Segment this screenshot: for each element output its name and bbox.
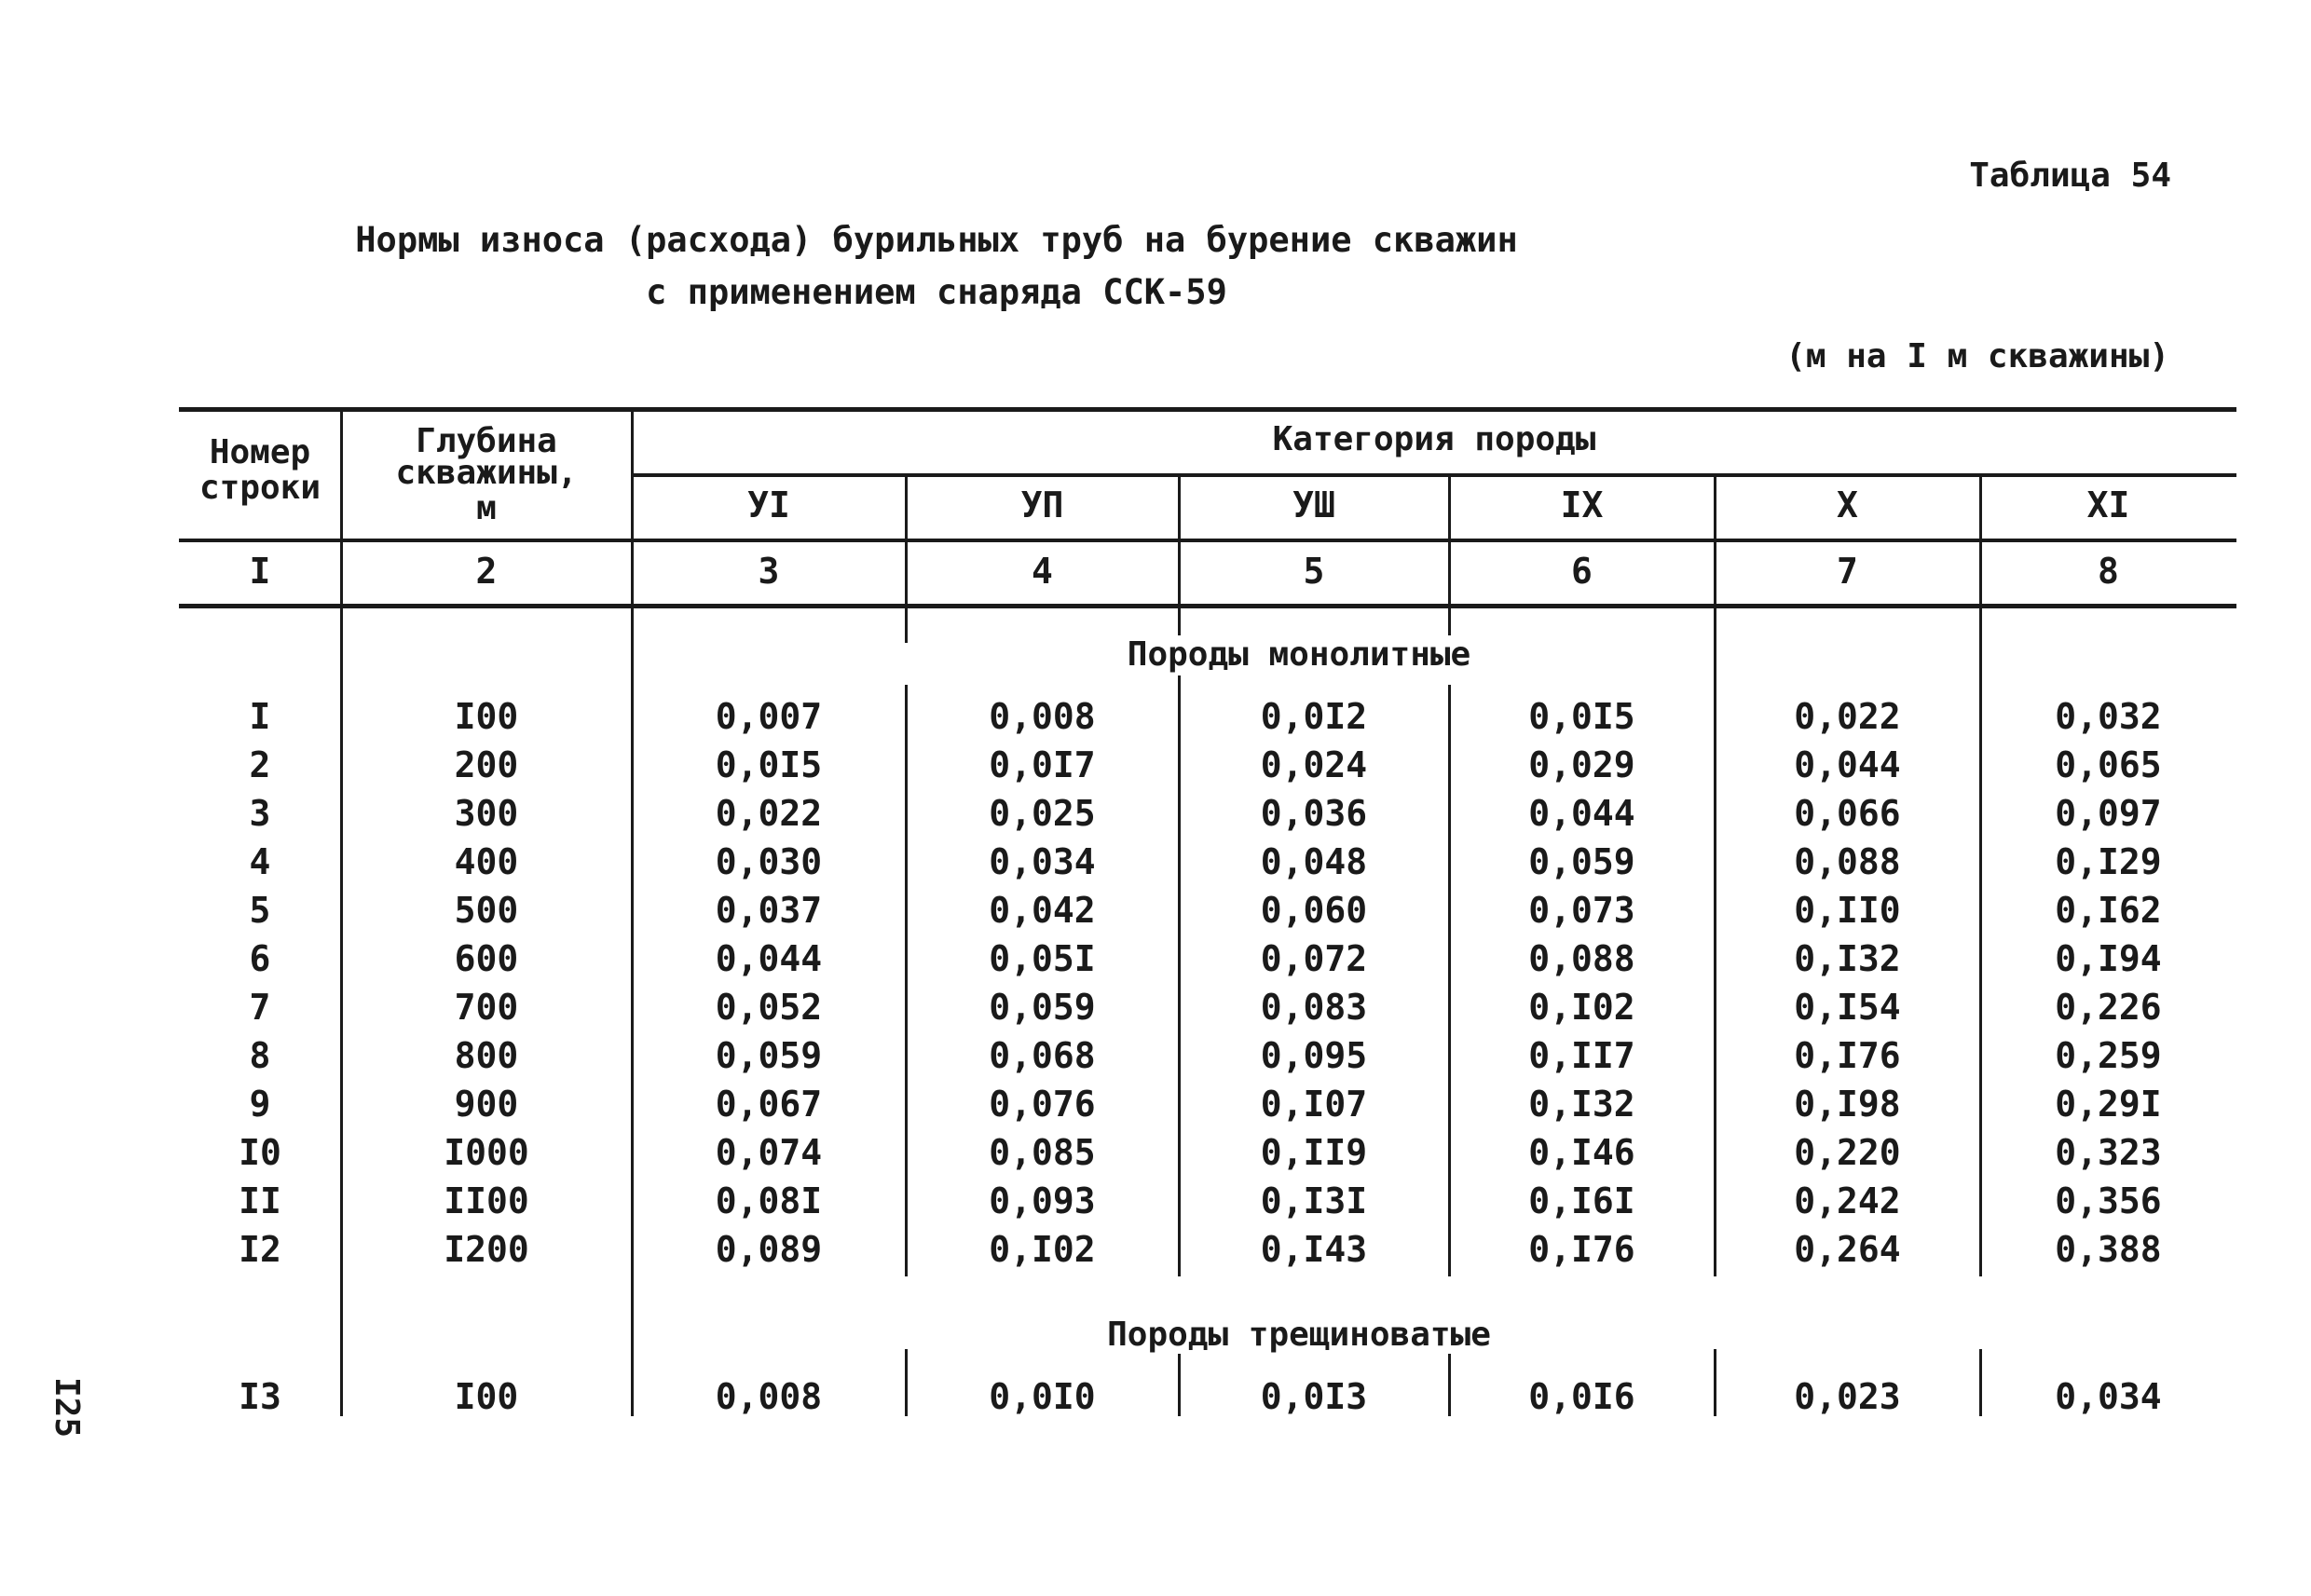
col-rule-6-mid: [1714, 643, 1716, 1276]
category-1: УI: [747, 484, 790, 525]
row-number: I0: [239, 1132, 281, 1173]
norm-value: 0,083: [1260, 987, 1368, 1028]
norm-value: 0,I32: [1794, 938, 1901, 979]
norm-value: 0,059: [1528, 841, 1635, 882]
norm-value: 0,095: [1260, 1035, 1368, 1076]
section-title: Породы монолитные: [978, 635, 1620, 674]
norm-value: 0,264: [1794, 1229, 1901, 1270]
row-number: I2: [239, 1229, 281, 1270]
depth-header-2: скважины,: [395, 454, 578, 492]
norm-value: 0,226: [2055, 987, 2162, 1028]
norm-value: 0,097: [2055, 793, 2162, 834]
norm-value: 0,066: [1794, 793, 1901, 834]
row-number: 6: [249, 938, 271, 979]
norm-value: 0,044: [715, 938, 823, 979]
norm-value: 0,059: [989, 987, 1096, 1028]
col-rule-7-body: [1979, 604, 1982, 643]
header-bottom-rule: [179, 539, 2236, 542]
norm-value: 0,065: [2055, 744, 2162, 785]
col-rule-7-mid: [1979, 643, 1982, 1276]
depth-value: 300: [454, 793, 519, 834]
norm-value: 0,042: [989, 890, 1096, 931]
col-rule-3-bottom: [905, 1349, 908, 1416]
depth-value: I00: [454, 696, 519, 737]
norm-value: 0,037: [715, 890, 823, 931]
depth-value: 600: [454, 938, 519, 979]
column-number-2: 2: [475, 551, 498, 592]
norm-value: 0,088: [1528, 938, 1635, 979]
col-rule-7-bottom: [1979, 1349, 1982, 1416]
norm-value: 0,0I7: [989, 744, 1096, 785]
depth-header-3: м: [476, 489, 497, 527]
norm-value: 0,022: [715, 793, 823, 834]
col-rule-4-bottom: [1178, 1349, 1181, 1416]
norm-value: 0,II7: [1528, 1035, 1635, 1076]
row-number: 9: [249, 1084, 271, 1125]
col-rule-3-mid: [905, 685, 908, 1276]
norm-value: 0,I54: [1794, 987, 1901, 1028]
page-number: I25: [48, 1377, 86, 1439]
table-title-line-2: с применением снаряда ССК-59: [646, 272, 1227, 312]
norm-value: 0,05I: [989, 938, 1096, 979]
norm-value: 0,I29: [2055, 841, 2162, 882]
norm-value: 0,220: [1794, 1132, 1901, 1173]
norm-value: 0,0I6: [1528, 1376, 1635, 1417]
norm-value: 0,008: [715, 1376, 823, 1417]
column-number-6: 6: [1571, 551, 1593, 592]
norm-value: 0,032: [2055, 696, 2162, 737]
norm-value: 0,085: [989, 1132, 1096, 1173]
norm-value: 0,093: [989, 1180, 1096, 1221]
col-rule-2: [631, 407, 634, 1416]
norm-value: 0,I46: [1528, 1132, 1635, 1173]
norm-value: 0,059: [715, 1035, 823, 1076]
norm-value: 0,I02: [989, 1229, 1096, 1270]
depth-value: 700: [454, 987, 519, 1028]
norm-value: 0,060: [1260, 890, 1368, 931]
col-rule-3-header: [905, 473, 908, 604]
col-rule-6-body: [1714, 604, 1716, 643]
norm-value: 0,029: [1528, 744, 1635, 785]
norm-value: 0,036: [1260, 793, 1368, 834]
column-number-3: 3: [758, 551, 780, 592]
col-rule-3-body: [905, 604, 908, 643]
norm-value: 0,0I5: [1528, 696, 1635, 737]
table-title-line-1: Нормы износа (расхода) бурильных труб на бурение скважин: [355, 220, 1518, 260]
row-number: II: [239, 1180, 281, 1221]
norm-value: 0,0I0: [989, 1376, 1096, 1417]
col-rule-6-bottom: [1714, 1349, 1716, 1416]
norm-value: 0,0I3: [1260, 1376, 1368, 1417]
norm-value: 0,067: [715, 1084, 823, 1125]
row-number: 2: [249, 744, 271, 785]
norm-value: 0,259: [2055, 1035, 2162, 1076]
column-number-7: 7: [1837, 551, 1858, 592]
norm-value: 0,088: [1794, 841, 1901, 882]
norm-value: 0,356: [2055, 1180, 2162, 1221]
depth-value: 400: [454, 841, 519, 882]
norm-value: 0,29I: [2055, 1084, 2162, 1125]
norm-value: 0,I76: [1528, 1229, 1635, 1270]
depth-value: I00: [454, 1376, 519, 1417]
col-rule-6-header: [1714, 473, 1716, 604]
norm-value: 0,089: [715, 1229, 823, 1270]
col-rule-5-mid: [1448, 685, 1451, 1276]
norm-value: 0,072: [1260, 938, 1368, 979]
norm-value: 0,0I5: [715, 744, 823, 785]
norm-value: 0,074: [715, 1132, 823, 1173]
depth-value: 200: [454, 744, 519, 785]
table-label: Таблица 54: [1969, 157, 2171, 195]
row-number: 3: [249, 793, 271, 834]
row-number-header: Номер: [209, 433, 311, 471]
norm-value: 0,030: [715, 841, 823, 882]
norm-value: 0,044: [1528, 793, 1635, 834]
norm-value: 0,388: [2055, 1229, 2162, 1270]
col-rule-7-header: [1979, 473, 1982, 604]
norm-value: 0,I43: [1260, 1229, 1368, 1270]
depth-value: I000: [444, 1132, 529, 1173]
section-title: Породы трещиноватые: [978, 1316, 1620, 1354]
norm-value: 0,I3I: [1260, 1180, 1368, 1221]
norm-value: 0,I02: [1528, 987, 1635, 1028]
depth-value: II00: [444, 1180, 529, 1221]
norm-value: 0,I62: [2055, 890, 2162, 931]
category-6: XI: [2086, 484, 2130, 525]
column-number-5: 5: [1303, 551, 1325, 592]
norm-value: 0,052: [715, 987, 823, 1028]
category-4: IX: [1560, 484, 1604, 525]
norm-value: 0,034: [2055, 1376, 2162, 1417]
depth-value: 900: [454, 1084, 519, 1125]
column-number-rule: [179, 604, 2236, 608]
norm-value: 0,0I2: [1260, 696, 1368, 737]
norm-value: 0,073: [1528, 890, 1635, 931]
column-number-8: 8: [2098, 551, 2119, 592]
norm-value: 0,068: [989, 1035, 1096, 1076]
norm-value: 0,I07: [1260, 1084, 1368, 1125]
column-number-1: I: [249, 551, 271, 592]
norm-value: 0,025: [989, 793, 1096, 834]
col-rule-5-header: [1448, 473, 1451, 604]
col-rule-4-header: [1178, 473, 1181, 604]
row-number: 8: [249, 1035, 271, 1076]
norm-value: 0,007: [715, 696, 823, 737]
norm-value: 0,I94: [2055, 938, 2162, 979]
norm-value: 0,I6I: [1528, 1180, 1635, 1221]
norm-value: 0,008: [989, 696, 1096, 737]
col-rule-4-mid: [1178, 675, 1181, 1276]
norm-value: 0,022: [1794, 696, 1901, 737]
norm-value: 0,023: [1794, 1376, 1901, 1417]
depth-value: 500: [454, 890, 519, 931]
category-2: УП: [1020, 484, 1064, 525]
row-number: I3: [239, 1376, 281, 1417]
norm-value: 0,048: [1260, 841, 1368, 882]
category-header: Категория породы: [1272, 420, 1596, 458]
norm-value: 0,I32: [1528, 1084, 1635, 1125]
depth-value: I200: [444, 1229, 529, 1270]
norm-value: 0,076: [989, 1084, 1096, 1125]
category-split-rule: [632, 473, 2236, 477]
norm-value: 0,II0: [1794, 890, 1901, 931]
norm-value: 0,044: [1794, 744, 1901, 785]
norm-value: 0,242: [1794, 1180, 1901, 1221]
table-top-rule: [179, 407, 2236, 412]
norm-value: 0,024: [1260, 744, 1368, 785]
units-note: (м на I м скважины): [1785, 337, 2169, 375]
norm-value: 0,I76: [1794, 1035, 1901, 1076]
norm-value: 0,08I: [715, 1180, 823, 1221]
category-3: УШ: [1292, 484, 1335, 525]
norm-value: 0,I98: [1794, 1084, 1901, 1125]
category-5: X: [1837, 484, 1858, 525]
row-number: 7: [249, 987, 271, 1028]
norm-value: 0,034: [989, 841, 1096, 882]
row-number: 5: [249, 890, 271, 931]
depth-value: 800: [454, 1035, 519, 1076]
norm-value: 0,II9: [1260, 1132, 1368, 1173]
column-number-4: 4: [1032, 551, 1053, 592]
row-number: I: [249, 696, 271, 737]
depth-header: Глубина: [416, 422, 557, 460]
row-number: 4: [249, 841, 271, 882]
row-number-header-2: строки: [198, 469, 321, 507]
norm-value: 0,323: [2055, 1132, 2162, 1173]
col-rule-5-bottom: [1448, 1349, 1451, 1416]
